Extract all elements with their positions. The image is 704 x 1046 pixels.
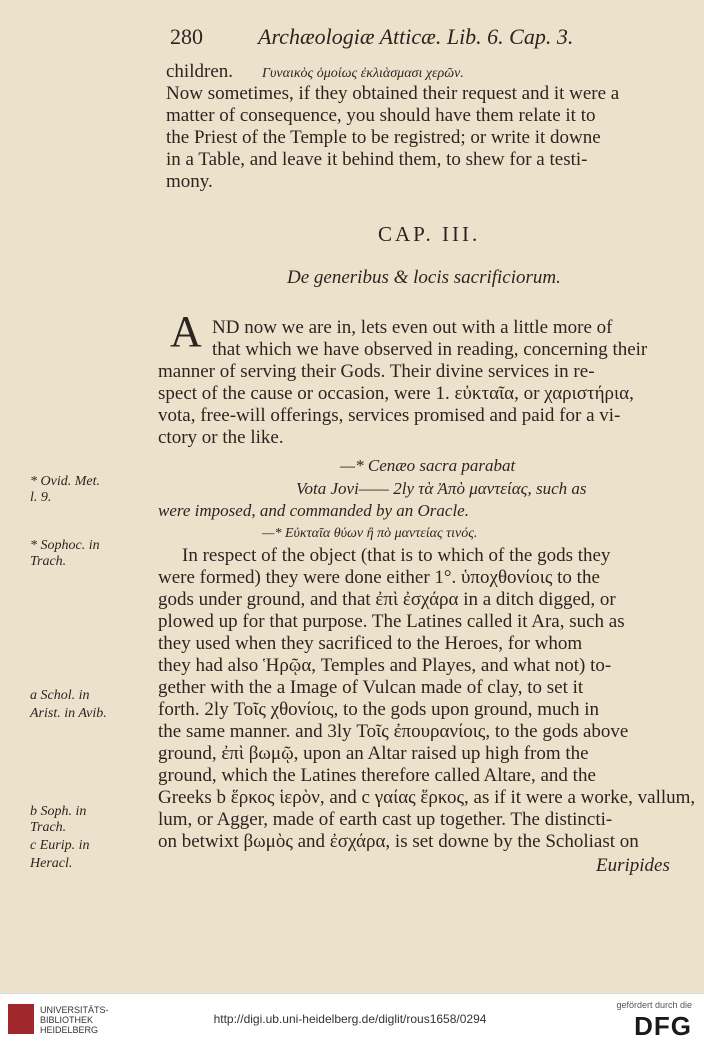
catchword: Euripides bbox=[596, 855, 670, 876]
margin-note: Arist. in Avib. bbox=[30, 706, 107, 721]
greek-phrase: Γυναικὸς ὁμοίως ἐκλιὰσμασι χερῶν. bbox=[262, 66, 464, 81]
permalink[interactable]: http://digi.ub.uni-heidelberg.de/diglit/rous1658/0294 bbox=[213, 1012, 487, 1026]
text-line: gods under ground, and that ἐπὶ ἐσχάρα in a ditch digged, or bbox=[158, 589, 616, 610]
library-logo-icon bbox=[8, 1004, 34, 1034]
library-name bbox=[40, 1005, 109, 1035]
running-title: Archæologiæ Atticæ. Lib. 6. Cap. 3. bbox=[258, 24, 574, 49]
text-line: Greeks b ἕρκος ἱερὸν, and c γαίας ἕρκος, as if it were a worke, vallum, bbox=[158, 787, 696, 808]
margin-note: Trach. bbox=[30, 554, 67, 569]
text-line: children. bbox=[166, 61, 234, 82]
text-line: spect of the cause or occasion, were 1. εὐκταῖα, or χαριστήρια, bbox=[158, 383, 634, 404]
dfg-logo: DFG bbox=[634, 1011, 692, 1041]
library-line: UNIVERSITÄTS- bbox=[40, 1005, 109, 1015]
chapter-subtitle: De generibus & locis sacrificiorum. bbox=[287, 267, 561, 288]
text-line: were formed) they were done either 1°. ὑποχθονίοις to the bbox=[158, 567, 600, 588]
text-line: they had also Ἡρῷα, Temples and Playes, and what not) to- bbox=[158, 655, 612, 676]
library-line: HEIDELBERG bbox=[40, 1025, 99, 1035]
text-line: plowed up for that purpose. The Latines called it Ara, such as bbox=[158, 611, 625, 632]
quote-line: —* Cenæo sacra parabat bbox=[340, 456, 516, 475]
margin-note: Trach. bbox=[30, 820, 67, 835]
text-line: manner of serving their Gods. Their divine services in re- bbox=[158, 361, 595, 382]
margin-note: l. 9. bbox=[30, 490, 52, 505]
footer-bar bbox=[0, 993, 704, 1046]
text-line: the same manner. and 3ly Τοῖς ἐπουρανίοις, to the gods above bbox=[158, 721, 629, 742]
text-line: Now sometimes, if they obtained their request and it were a bbox=[166, 83, 620, 104]
text-line: forth. 2ly Τοῖς χθονίοις, to the gods upon ground, much in bbox=[158, 699, 599, 720]
text-line: ctory or the like. bbox=[158, 427, 284, 448]
text-line: ground, which the Latines therefore called Altare, and the bbox=[158, 765, 596, 786]
text-line: in a Table, and leave it behind them, to shew for a testi- bbox=[166, 149, 588, 170]
text-line: lum, or Agger, made of earth cast up together. The distincti- bbox=[158, 809, 613, 830]
text-line: the Priest of the Temple to be registred; or write it downe bbox=[166, 127, 601, 148]
chapter-heading: CAP. III. bbox=[378, 222, 481, 246]
text-line: mony. bbox=[166, 171, 213, 192]
drop-initial: A bbox=[170, 307, 202, 356]
library-line: BIBLIOTHEK bbox=[40, 1015, 94, 1025]
margin-note: Heracl. bbox=[30, 856, 73, 871]
margin-note: * Ovid. Met. bbox=[30, 474, 100, 489]
margin-note: * Sophoc. in bbox=[30, 538, 100, 553]
margin-note: c Eurip. in bbox=[30, 838, 90, 853]
text-line: ND now we are in, lets even out with a little more of bbox=[212, 317, 613, 338]
text-line: they used when they sacrificed to the Heroes, for whom bbox=[158, 633, 583, 654]
text-line: that which we have observed in reading, concerning their bbox=[212, 339, 648, 360]
text-line: ground, ἐπὶ βωμῷ, upon an Altar raised up high from the bbox=[158, 743, 589, 764]
text-line: vota, free-will offerings, services promised and paid for a vi- bbox=[158, 405, 621, 426]
text-line: matter of consequence, you should have them relate it to bbox=[166, 105, 596, 126]
text-line: In respect of the object (that is to which of the gods they bbox=[182, 545, 611, 566]
margin-note: a Schol. in bbox=[30, 688, 90, 703]
text-line: on betwixt βωμὸς and ἐσχάρα, is set downe by the Scholiast on bbox=[158, 831, 639, 852]
funded-by-text: gefördert durch die bbox=[616, 1000, 692, 1010]
page-number: 280 bbox=[170, 24, 203, 49]
greek-quote: —* Εὐκταῖα θύων ἢ πὸ μαντείας τινός. bbox=[262, 526, 478, 541]
quote-line: Vota Jovi—— 2ly τὰ Ἀπὸ μαντείας, such as bbox=[296, 479, 587, 498]
quote-line: were imposed, and commanded by an Oracle. bbox=[158, 501, 469, 520]
text-line: gether with the a Image of Vulcan made of clay, to set it bbox=[158, 677, 584, 698]
margin-note: b Soph. in bbox=[30, 804, 87, 819]
